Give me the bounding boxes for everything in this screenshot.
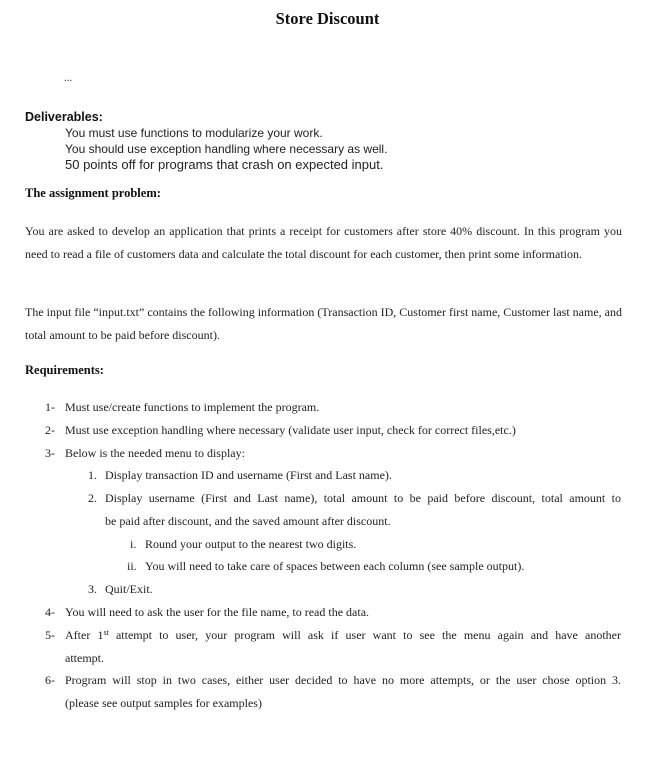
menu-item: Display username (First and Last name), total amount to be paid before discount, total amount to bbox=[105, 491, 621, 505]
document-title: Store Discount bbox=[275, 9, 380, 28]
list-item-continuation: attempt. bbox=[65, 651, 104, 665]
list-number: 1- bbox=[45, 400, 55, 414]
requirements-heading: Requirements: bbox=[25, 363, 104, 377]
menu-item: Quit/Exit. bbox=[105, 582, 153, 596]
sub-item: Round your output to the nearest two digits. bbox=[145, 537, 357, 551]
list-number: 3- bbox=[45, 446, 55, 460]
list-item-text: attempt to user, your program will ask if user want to see the menu again and have another bbox=[108, 628, 622, 642]
menu-number: 1. bbox=[88, 468, 97, 482]
list-number: 4- bbox=[45, 605, 55, 619]
deliverable-item: 50 points off for programs that crash on expected input. bbox=[65, 157, 384, 172]
sub-item: You will need to take care of spaces between each column (see sample output). bbox=[145, 559, 525, 573]
menu-number: 2. bbox=[88, 491, 97, 505]
list-item: Program will stop in two cases, either user decided to have no more attempts, or the user chose option 3. bbox=[65, 673, 621, 687]
list-number: 2- bbox=[45, 423, 55, 437]
deliverable-item: You should use exception handling where necessary as well. bbox=[65, 142, 388, 156]
assignment-paragraph-2: The input file “input.txt” contains the following information (Transaction ID, Customer first name, Customer last name, and total amount to be paid before discount). bbox=[25, 305, 622, 342]
list-item: Must use/create functions to implement the program. bbox=[65, 400, 320, 414]
list-item-continuation: (please see output samples for examples) bbox=[65, 696, 262, 710]
list-item bbox=[65, 628, 621, 643]
list-item-text: After 1 bbox=[65, 628, 104, 642]
ordinal-superscript: st bbox=[103, 628, 109, 637]
deliverables-heading: Deliverables: bbox=[25, 110, 103, 124]
menu-item: Display transaction ID and username (First and Last name). bbox=[105, 468, 392, 482]
assignment-heading: The assignment problem: bbox=[25, 186, 161, 200]
deliverable-item: You must use functions to modularize your work. bbox=[65, 126, 323, 140]
sub-number: i. bbox=[130, 537, 137, 551]
list-item: You will need to ask the user for the file name, to read the data. bbox=[65, 605, 370, 619]
menu-item-continuation: be paid after discount, and the saved amount after discount. bbox=[105, 514, 391, 528]
ellipsis-text: ... bbox=[64, 72, 73, 84]
menu-number: 3. bbox=[88, 582, 97, 596]
list-number: 5- bbox=[45, 628, 55, 642]
list-item: Below is the needed menu to display: bbox=[65, 446, 245, 460]
list-item: Must use exception handling where necessary (validate user input, check for correct files,etc.) bbox=[65, 423, 516, 437]
assignment-paragraph-1: You are asked to develop an application that prints a receipt for customers after store 40% discount. In this program you need to read a file of customers data and calculate the total discount for each customer, then print some information. bbox=[25, 224, 622, 261]
list-number: 6- bbox=[45, 673, 55, 687]
sub-number: ii. bbox=[127, 559, 137, 573]
